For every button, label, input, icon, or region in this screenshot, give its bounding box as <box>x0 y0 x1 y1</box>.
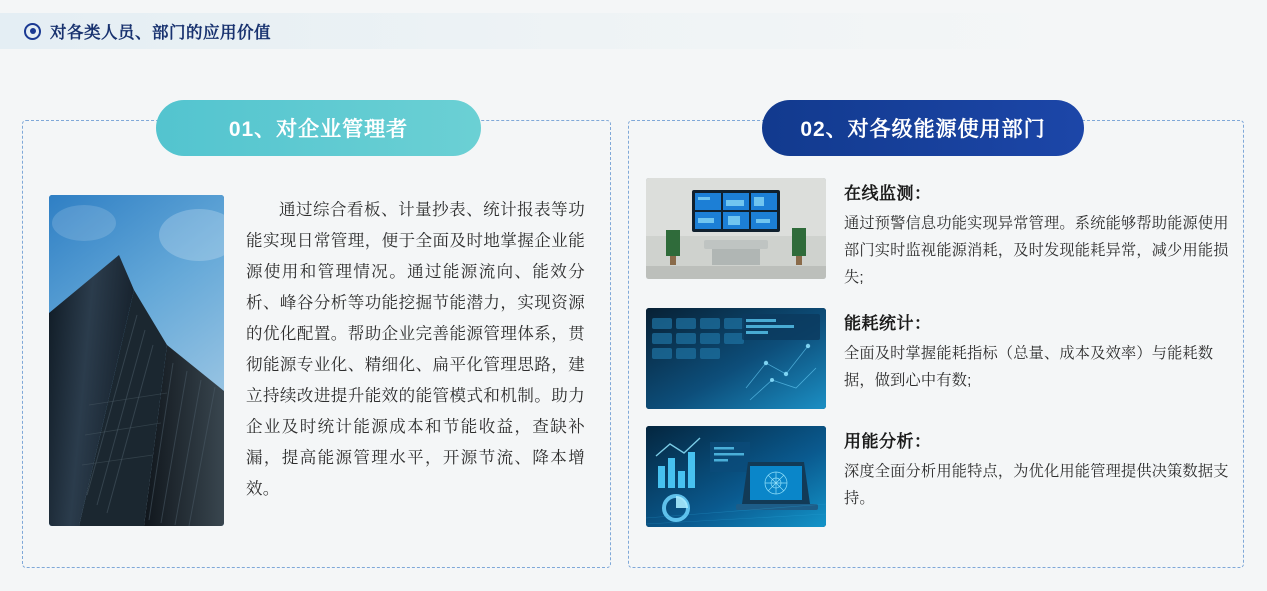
list-item <box>646 426 1230 527</box>
panel-left-content <box>22 120 611 568</box>
list-item-text <box>844 426 1230 527</box>
list-item-desc: 全面及时掌握能耗指标（总量、成本及效率）与能耗数据，做到心中有数; <box>844 345 1214 389</box>
list-item-text <box>844 308 1230 409</box>
list-item-text <box>844 178 1230 291</box>
page-title: 对各类人员、部门的应用价值 <box>50 24 271 42</box>
list-item <box>646 308 1230 409</box>
pill-label-02: 02、对各级能源使用部门 <box>762 100 1084 156</box>
list-item-desc: 通过预警信息功能实现异常管理。系统能够帮助能源使用部门实时监视能源消耗，及时发现能耗异常，减少用能损失; <box>844 215 1229 286</box>
office-building-photo <box>49 195 224 526</box>
keyboard-data-photo <box>646 308 826 409</box>
list-item-title: 在线监测： <box>844 184 932 203</box>
dashboard-laptop-photo <box>646 426 826 527</box>
target-dot-icon <box>24 23 41 40</box>
list-item-title: 能耗统计： <box>844 314 932 333</box>
panel-right-content <box>628 120 1244 568</box>
pill-label-01: 01、对企业管理者 <box>156 100 481 156</box>
list-item-desc: 深度全面分析用能特点，为优化用能管理提供决策数据支持。 <box>844 463 1229 507</box>
left-paragraph: 通过综合看板、计量抄表、统计报表等功能实现日常管理，便于全面及时地掌握企业能源使用和管理情况。通过能源流向、能效分析、峰谷分析等功能挖掘节能潜力，实现资源的优化配置。帮助企业完善能源管理体系，贯彻能源专业化、精细化、扁平化管理思路，建立持续改进提升能效的能管模式和机制。助力企业及时统计能源成本和节能收益，查缺补漏，提高能源管理水平，开源节流、降本增效。 <box>246 201 585 498</box>
monitoring-room-screens-photo <box>646 178 826 279</box>
section-header <box>0 13 1267 49</box>
list-item <box>646 178 1230 291</box>
list-item-title: 用能分析： <box>844 432 932 451</box>
